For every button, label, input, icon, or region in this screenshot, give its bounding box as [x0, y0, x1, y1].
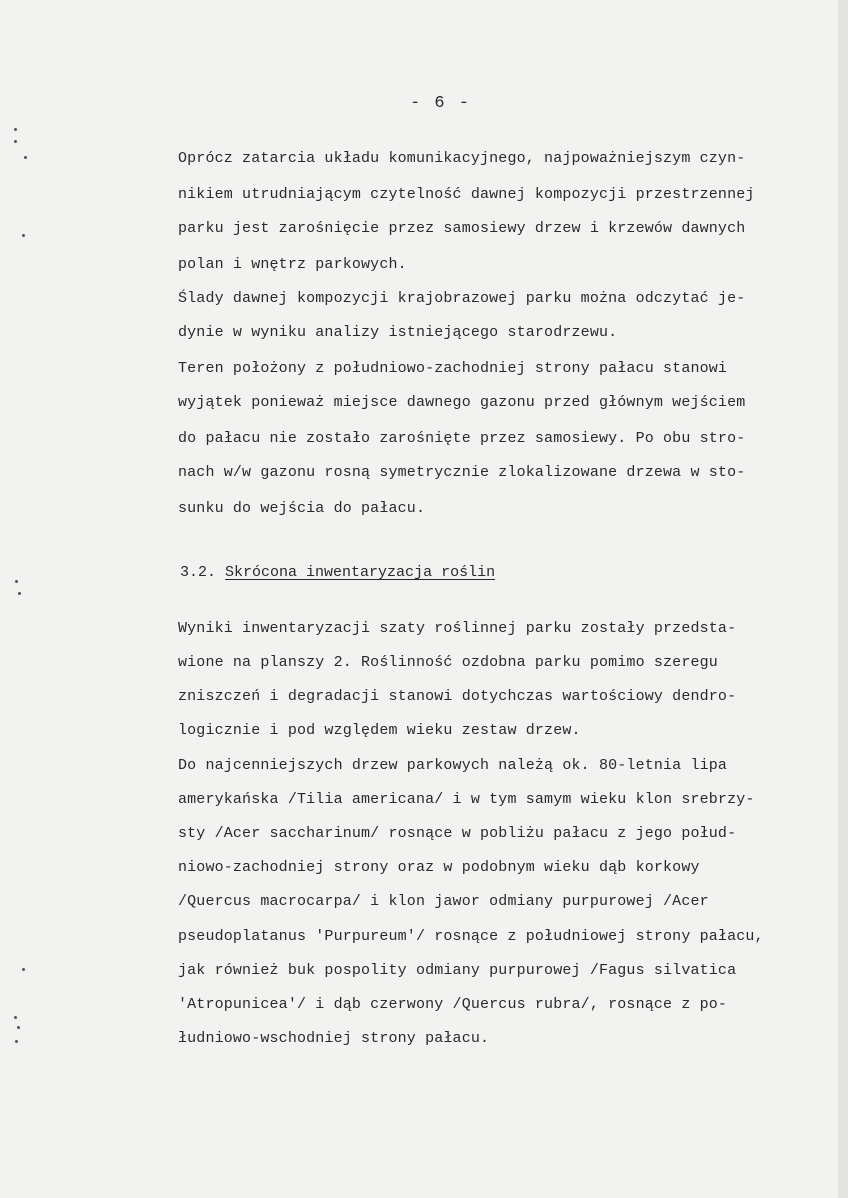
text-line: amerykańska /Tilia americana/ i w tym samym wieku klon srebrzy-: [178, 791, 755, 808]
section-number: 3.2.: [180, 564, 217, 581]
scan-speck: [18, 592, 21, 595]
scan-speck: [17, 1026, 20, 1029]
text-line: sty /Acer saccharinum/ rosnące w pobliżu pałacu z jego połud-: [178, 825, 737, 842]
text-line: niowo-zachodniej strony oraz w podobnym wieku dąb korkowy: [178, 859, 700, 876]
scan-speck: [14, 128, 17, 131]
section-title: Skrócona inwentaryzacja roślin: [225, 564, 496, 581]
scan-speck: [22, 968, 25, 971]
text-line: Do najcenniejszych drzew parkowych należą ok. 80-letnia lipa: [178, 757, 728, 774]
text-line: nikiem utrudniającym czytelność dawnej kompozycji przestrzennej: [178, 186, 755, 203]
scan-speck: [15, 580, 18, 583]
text-line: Teren położony z południowo-zachodniej strony pałacu stanowi: [178, 360, 728, 377]
text-line: Ślady dawnej kompozycji krajobrazowej parku można odczytać je-: [178, 290, 746, 307]
scan-speck: [14, 140, 17, 143]
text-line: dynie w wyniku analizy istniejącego starodrzewu.: [178, 324, 618, 341]
text-line: łudniowo-wschodniej strony pałacu.: [178, 1030, 490, 1047]
text-line: Wyniki inwentaryzacji szaty roślinnej parku zostały przedsta-: [178, 620, 737, 637]
text-line: polan i wnętrz parkowych.: [178, 256, 407, 273]
text-line: jak również buk pospolity odmiany purpurowej /Fagus silvatica: [178, 962, 737, 979]
text-line: nach w/w gazonu rosną symetrycznie zlokalizowane drzewa w sto-: [178, 464, 746, 481]
text-line: parku jest zarośnięcie przez samosiewy drzew i krzewów dawnych: [178, 220, 746, 237]
text-line: sunku do wejścia do pałacu.: [178, 500, 426, 517]
text-line: logicznie i pod względem wieku zestaw drzew.: [178, 722, 581, 739]
text-line: zniszczeń i degradacji stanowi dotychczas wartościowy dendro-: [178, 688, 737, 705]
scan-speck: [24, 156, 27, 159]
text-line: pseudoplatanus 'Purpureum'/ rosnące z południowej strony pałacu,: [178, 928, 764, 945]
page-edge-shadow: [838, 0, 848, 1198]
scan-speck: [14, 1016, 17, 1019]
text-line: wyjątek ponieważ miejsce dawnego gazonu przed głównym wejściem: [178, 394, 746, 411]
section-heading: [180, 564, 495, 581]
scan-speck: [15, 1040, 18, 1043]
page-number: - 6 -: [410, 94, 472, 113]
scan-speck: [22, 234, 25, 237]
text-line: 'Atropunicea'/ i dąb czerwony /Quercus rubra/, rosnące z po-: [178, 996, 728, 1013]
text-line: Oprócz zatarcia układu komunikacyjnego, najpoważniejszym czyn-: [178, 150, 746, 167]
text-line: wione na planszy 2. Roślinność ozdobna parku pomimo szeregu: [178, 654, 718, 671]
text-line: /Quercus macrocarpa/ i klon jawor odmiany purpurowej /Acer: [178, 893, 709, 910]
text-line: do pałacu nie zostało zarośnięte przez samosiewy. Po obu stro-: [178, 430, 746, 447]
